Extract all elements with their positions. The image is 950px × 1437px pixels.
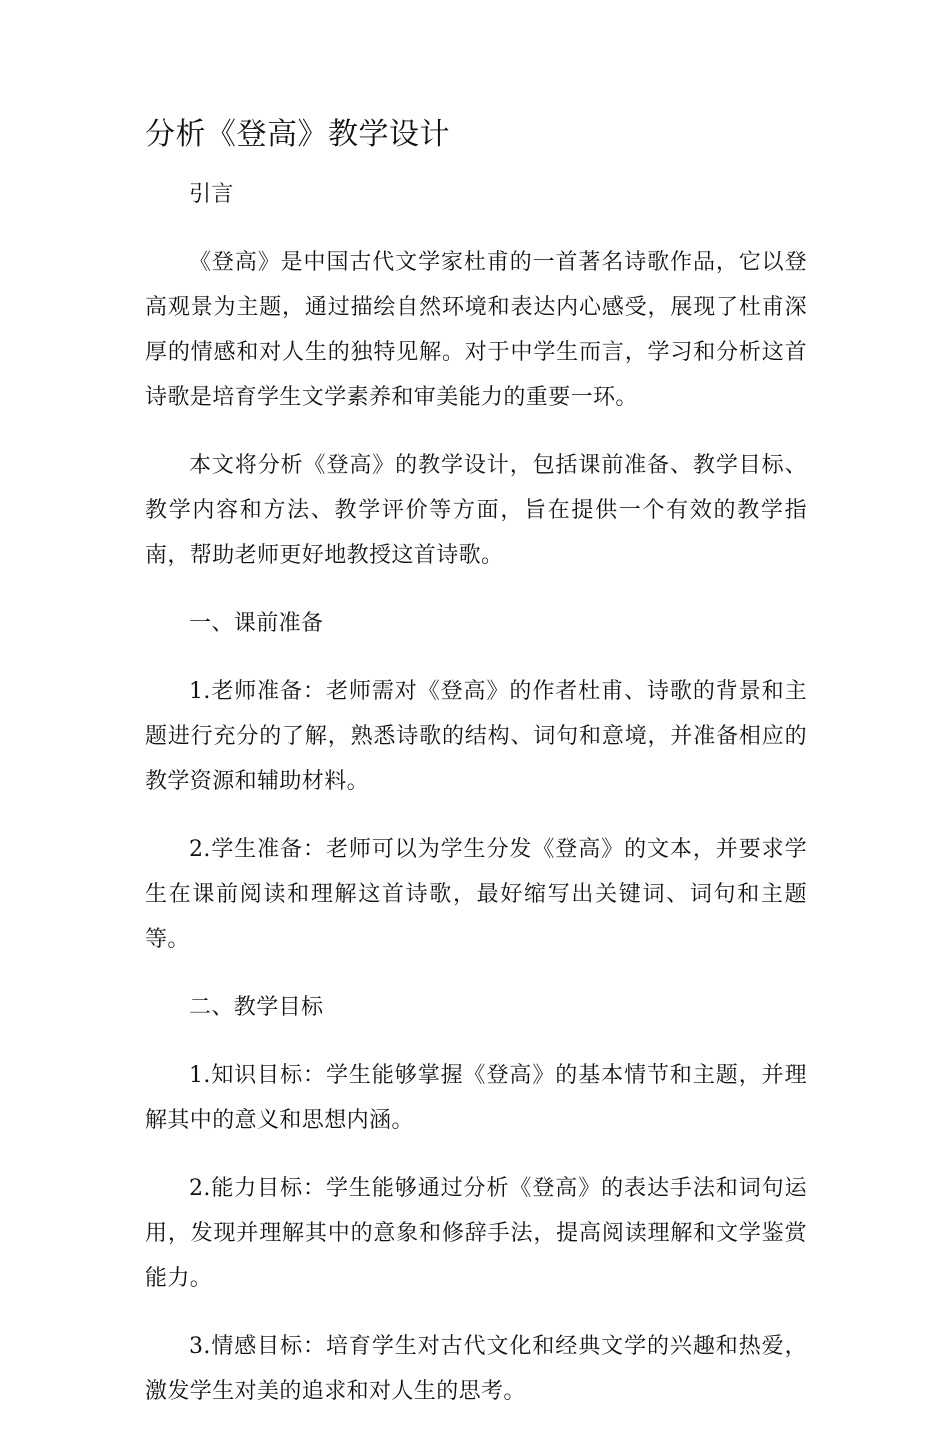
intro-paragraph-2: 本文将分析《登高》的教学设计，包括课前准备、教学目标、教学内容和方法、教学评价等方面，旨在提供一个有效的教学指南，帮助老师更好地教授这首诗歌。 [145,453,807,568]
preparation-item-student: 2.学生准备：老师可以为学生分发《登高》的文本，并要求学生在课前阅读和理解这首诗歌，最好缩写出关键词、词句和主题等。 [145,837,807,952]
document-title: 分析《登高》教学设计 [145,117,450,152]
intro-paragraph-1: 《登高》是中国古代文学家杜甫的一首著名诗歌作品，它以登高观景为主题，通过描绘自然环境和表达内心感受，展现了杜甫深厚的情感和对人生的独特见解。对于中学生而言，学习和分析这首诗歌是培育学生文学素养和审美能力的重要一环。 [145,250,807,410]
preparation-item-teacher: 1.老师准备：老师需对《登高》的作者杜甫、诗歌的背景和主题进行充分的了解，熟悉诗歌的结构、词句和意境，并准备相应的教学资源和辅助材料。 [145,679,807,794]
section-heading-goals: 二、教学目标 [189,995,324,1020]
goal-item-emotion: 3.情感目标：培育学生对古代文化和经典文学的兴趣和热爱，激发学生对美的追求和对人生的思考。 [145,1334,807,1404]
goal-item-knowledge: 1.知识目标：学生能够掌握《登高》的基本情节和主题，并理解其中的意义和思想内涵。 [145,1063,807,1133]
document-body [145,112,807,1437]
goal-item-ability: 2.能力目标：学生能够通过分析《登高》的表达手法和词句运用，发现并理解其中的意象和修辞手法，提高阅读理解和文学鉴赏能力。 [145,1176,807,1291]
intro-heading: 引言 [189,182,234,207]
section-heading-preparation: 一、课前准备 [189,611,324,636]
